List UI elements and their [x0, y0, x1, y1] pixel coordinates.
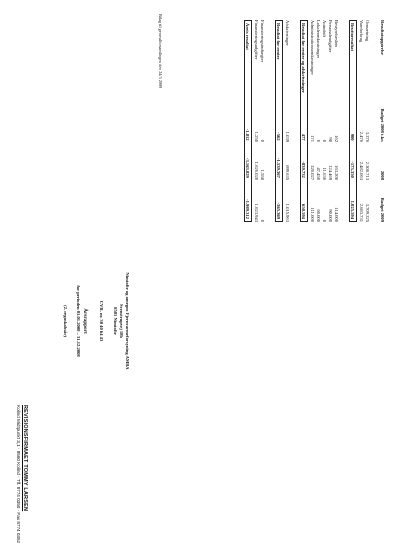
- statement-title: Resultatopgørelse: [380, 20, 385, 55]
- table-row: Personaleudgifter 90 124.469 90.000: [328, 20, 333, 222]
- column-header-budget-2008: Budget 2008 t.kr.: [380, 108, 386, 142]
- table-row: Finansieringsindtægter 0 1.558 0: [260, 20, 265, 222]
- financing-block: [254, 20, 266, 320]
- table-row: Finansieringsudgifter 1.250 1.626.020 1.623.943: [254, 20, 259, 222]
- gross-profit-row: Bruttoresultat 900 -173.350 1.025.594: [349, 20, 357, 222]
- result-before-interest-depreciation-row: Resultat før renter og afskrivninger 477 -839.732 650.594: [300, 20, 308, 222]
- column-header-budget-2009: Budget 2009: [380, 197, 386, 222]
- table-row: Bestyrelsesløn 162 163.200 114.000: [334, 20, 339, 222]
- footnote: Bilag til generalforsamlingen den 24/3 2009: [158, 14, 163, 89]
- revenue-block: [359, 20, 371, 320]
- column-header-2008: 2008: [380, 170, 386, 180]
- expenses-block: [310, 20, 340, 320]
- org-name: Nimtofte og omegns Fjernvarmeforsyning AMBA: [125, 272, 130, 370]
- report-period: for perioden 01.01.2008 – 31.12.2008: [76, 285, 82, 357]
- table-row: Omsætning 3.376 2.308.713 3.709.325: [365, 20, 370, 222]
- org-street: Svenstrupvej 18b: [118, 303, 124, 339]
- org-city: 8581 Nimtofte: [112, 307, 118, 335]
- income-statement-page: [200, 0, 400, 550]
- table-row: Autodrift 0 11.636 0: [322, 20, 327, 222]
- depreciation-block: [285, 20, 291, 320]
- net-result-row: Årets resultat -1.812 -3.163.829 -1.989.312: [244, 20, 252, 222]
- statement-header-row: [380, 20, 394, 320]
- result-before-interest-row: Resultat før renter -562 -1.539.367 -365.369: [275, 20, 283, 222]
- cover-block: [62, 246, 130, 396]
- table-row: Administrationsomkostninger 171 320.027 111.000: [310, 20, 315, 222]
- auditor-address: Kolind Midtpunkt 3,1 · 8560 Kolind · Tlf. 8774 0350 · Fax 8774 0352: [16, 405, 21, 544]
- table-row: Vareforbrug 2.476 2.482.063 2.683.731: [359, 20, 364, 222]
- auditor-firm-name: REVISIONSFIRMAET TOMMY LARSEN: [22, 405, 28, 512]
- fiscal-year-note: (2. regnskabsår): [63, 305, 69, 337]
- income-statement: [244, 20, 394, 320]
- table-row: Lokaleomkostninger 0 47.450 60.000: [316, 20, 321, 222]
- org-cvr: CVR. nr. 30 40 64 43: [99, 300, 105, 342]
- auditor-header: [16, 405, 28, 545]
- report-title: Årsrapport: [82, 308, 89, 334]
- table-row: Afskrivninger 1.039 699.635 1.015.963: [285, 20, 290, 222]
